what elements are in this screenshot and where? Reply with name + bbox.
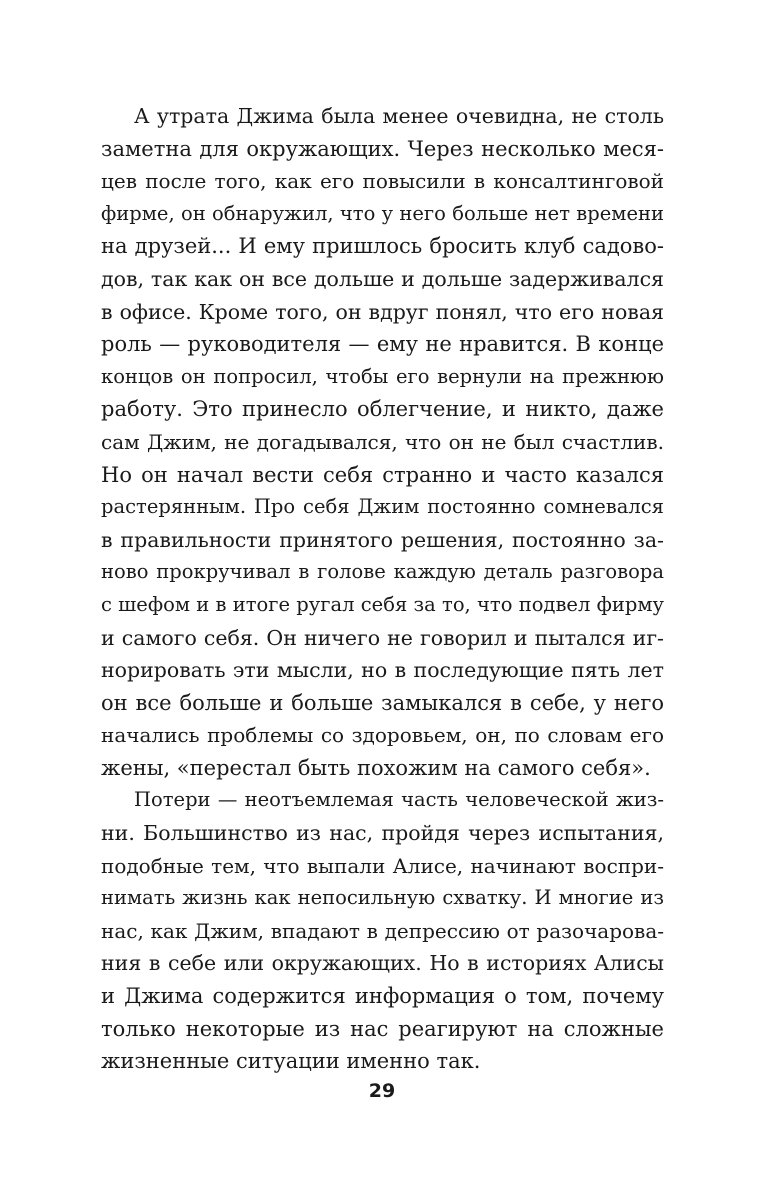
text-line: ни. Большинство из нас, пройдя через испытания, <box>101 821 664 846</box>
text-line: с шефом и в итоге ругал себя за то, что подвел фирму <box>101 592 664 616</box>
text-line: норировать эти мысли, но в последующие пять лет <box>101 658 664 683</box>
text-line: концов он попросил, чтобы его вернули на прежнюю <box>101 364 664 388</box>
text-line: нас, как Джим, впадают в депрессию от разочарова- <box>101 918 664 943</box>
text-line: жены, «перестал быть похожим на самого себя». <box>101 755 651 780</box>
text-line: сам Джим, не догадывался, что он не был счастлив. <box>101 429 664 454</box>
text-line: жизненные ситуации именно так. <box>101 1049 481 1074</box>
text-line: работу. Это принесло облегчение, и никто, даже <box>101 397 664 422</box>
text-line: роль — руководителя — ему не нравится. В конце <box>101 332 664 357</box>
page-number: 29 <box>368 1080 396 1102</box>
text-line: в правильности принятого решения, постоянно за- <box>101 527 664 552</box>
text-line: заметна для окружающих. Через несколько меся- <box>101 136 664 161</box>
text-line: нимать жизнь как непосильную схватку. И многие из <box>101 886 664 910</box>
text-line: ния в себе или окружающих. Но в историях Алисы <box>101 951 664 976</box>
text-line: и самого себя. Он ничего не говорил и пытался иг- <box>101 625 664 650</box>
paragraph <box>101 784 664 1077</box>
text-line: только некоторые из нас реагируют на сложные <box>101 1016 664 1041</box>
text-line: дов, так как он все дольше и дольше задерживался <box>101 266 664 291</box>
text-line: Потери — неотъемлемая часть человеческой жиз- <box>134 788 664 812</box>
text-line: А утрата Джима была менее очевидна, не столь <box>134 104 664 128</box>
text-line: подобные тем, что выпали Алисе, начинают воспри- <box>101 853 664 878</box>
text-line: он все больше и больше замыкался в себе, у него <box>101 690 664 715</box>
text-line: фирме, он обнаружил, что у него больше нет времени <box>101 201 664 225</box>
paragraph <box>101 100 664 784</box>
text-line: Но он начал вести себя странно и часто казался <box>101 462 664 487</box>
text-line: ново прокручивал в голове каждую деталь разговора <box>101 560 664 584</box>
text-line: растерянным. Про себя Джим постоянно сомневался <box>101 495 664 519</box>
text-line: и Джима содержится информация о том, почему <box>101 984 664 1009</box>
text-line: в офисе. Кроме того, он вдруг понял, что его новая <box>101 299 664 324</box>
body-text <box>101 100 664 1078</box>
text-line: начались проблемы со здоровьем, он, по словам его <box>101 723 664 748</box>
text-line: на друзей... И ему пришлось бросить клуб садово- <box>101 234 664 259</box>
text-line: цев после того, как его повысили в консалтинговой <box>101 169 664 194</box>
